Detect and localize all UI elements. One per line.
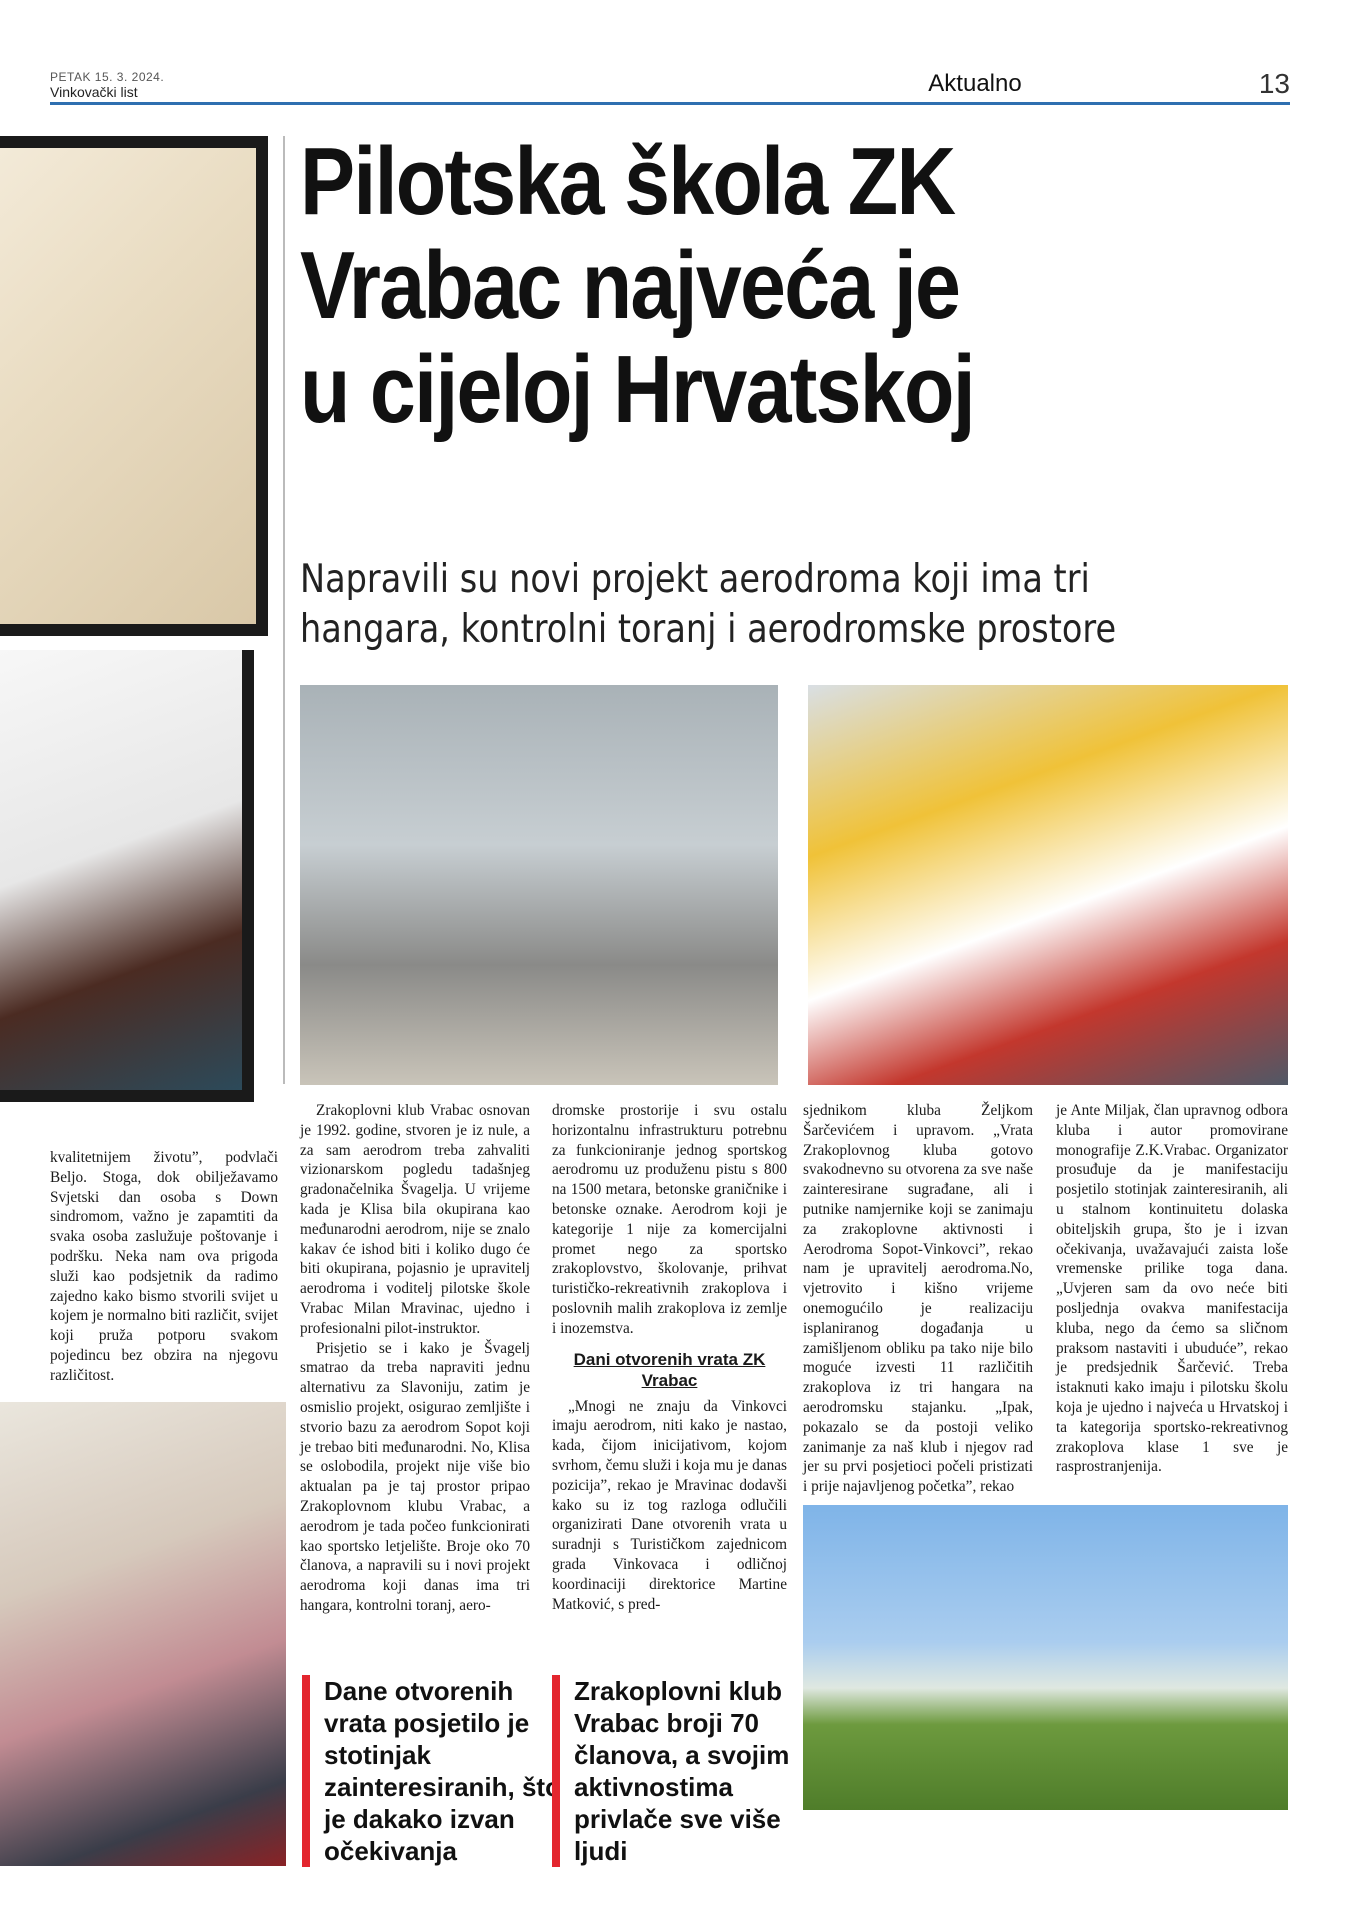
section-title: Aktualno xyxy=(928,70,1022,97)
photo-glider-tail xyxy=(808,685,1288,1085)
photo-hangar-visitors xyxy=(300,685,778,1085)
headline-line-2: Vrabac najveća je xyxy=(300,232,960,339)
page-number: 13 xyxy=(1258,68,1290,99)
subheadline-line-2: hangara, kontrolni toranj i aerodromske prostore xyxy=(300,607,1117,652)
paragraph: je Ante Miljak, član upravnog odbora kluba i autor promovirane monografije Z.K.Vrabac. Organizator prosuđuje da je manifestaciju posjetilo stotinjak zainteresiranih, ali u stalnom kontinuitetu dolaska obiteljskih grupa, što je i izvan očekivanja, uvažavajući zaista loše vremenske prilike toga dana. „Uvjeren sam da ovo neće biti posljednja ovakva manifestacija kluba, nego da ćemo sa sličnom praksom nastaviti i ubuduće”, rekao je predsjednik Šarčević. Treba istaknuti kako imaju i pilotsku školu koja je ujedno i najveća u Hrvatskoj i ta kategorija sportsko-rekreativnog zrakoplova klase 1 sve je rasprostranjenija. xyxy=(1056,1102,1288,1476)
header-rule xyxy=(50,102,1290,105)
pull-quote-visitors: Dane otvorenih vrata posjetilo je stotinjak zainteresiranih, što je dakako izvan očekivanja xyxy=(302,1675,562,1867)
paragraph: Prisjetio se i kako je Švagelj smatrao da treba napraviti jednu alternativu za Slavoniju, zatim je osmislio projekt, osigurao zemljište i stvorio bazu za aerodrom Sopot koji je trebao biti međunarodni. No, Klisa se oslobodila, projekt nije više bio aktualan pa je taj prostor pripao Zrakoplovnom klubu Vrabac, a aerodrom je tada počeo funkcionirati kao sportsko letjelište. Broje oko 70 članova, a napravili su i novi projekt aerodroma koji danas ima tri hangara, kontrolni toranj, aero- xyxy=(300,1339,530,1614)
headline xyxy=(300,130,1151,442)
subheadline-line-1: Napravili su novi projekt aerodroma koji ima tri xyxy=(300,557,1090,602)
paragraph: dromske prostorije i svu ostalu horizontalnu infrastrukturu potrebnu za funkcioniranje jednog sportskog aerodromu uz produženu pistu s 800 na 1500 metara, betonske graničnike i betonske oznake. Aerodrom koji je kategorije 1 nije za komercijalni promet nego za sportsko zrakoplovstvo, školovanje, prihvat turističko-rekreativnih zrakoplova i poslovnih malih zrakoplova iz zemlje i inozemstva. xyxy=(552,1102,787,1337)
issue-date: PETAK 15. 3. 2024. xyxy=(50,70,165,84)
article-column-3 xyxy=(803,1101,1033,1497)
subheadline xyxy=(300,555,1151,655)
article-column-2 xyxy=(552,1101,787,1614)
photo-girl-whiteboard xyxy=(0,650,254,1102)
paragraph: Zrakoplovni klub Vrabac osnovan je 1992. godine, stvoren je iz nule, a za sam aerodrom treba zahvaliti vizionarskom pogledu tadašnjeg gradonačelnika Švagelja. U vrijeme kada je Klisa bila okupirana kao međunarodni aerodrom, nije se znalo kakav će ishod biti i koliko dugo će biti okupirana, pojasnio je upravitelj aerodroma i voditelj pilotske škole Vrabac Milan Mravinac, ujedno i profesionalni pilot-instruktor. xyxy=(300,1102,530,1337)
previous-article-ending xyxy=(50,1148,278,1386)
headline-line-3: u cijeloj Hrvatskoj xyxy=(300,336,974,443)
headline-line-1: Pilotska škola ZK xyxy=(300,128,955,235)
paragraph: „Mnogi ne znaju da Vinkovci imaju aerodrom, niti kako je nastao, kada, čijom inicijativom, kojom svrhom, čemu služi i koja mu je danas pozicija”, rekao je Mravinac dodavši kako su iz tog razloga odlučili organizirati Dane otvorenih vrata u suradnji s Turističkom zajednicom grada Vinkovaca i odličnoj koordinaciji direktorice Martine Matković, s pred- xyxy=(552,1397,787,1613)
pull-quote-members: Zrakoplovni klub Vrabac broji 70 članova, a svojim aktivnostima privlače sve više ljudi xyxy=(552,1675,812,1867)
section-subtitle: Dani otvorenih vrata ZK Vrabac xyxy=(573,1349,766,1390)
photo-drawing-hands xyxy=(0,136,268,636)
article-column-1 xyxy=(300,1101,530,1616)
newspaper-name: Vinkovački list xyxy=(50,84,138,100)
previous-article-text: kvalitetnijem životu”, podvlači Beljo. Stoga, dok obilježavamo Svjetski dan osoba s Down sindromom, važno je zapamtiti da svaka osoba zaslužuje poštovanje i podršku. Neka nam ova prigoda služi kao podsjetnik da radimo zajedno kako bismo stvorili svijet u kojem je normalno biti različit, svijet koji pruža potporu svakom pojedincu bez obzira na njegovu različitost. xyxy=(50,1149,278,1384)
photo-airfield-tower xyxy=(803,1505,1288,1810)
paragraph: sjednikom kluba Željkom Šarčevićem i upravom. „Vrata Zrakoplovnog kluba gotovo svakodnevno su otvorena za sve naše zainteresirane sugrađane, ali i putnike namjernike koji se zanimaju za zrakoplovne aktivnosti i Aerodroma Sopot-Vinkovci”, rekao nam je upravitelj aerodroma.No, vjetrovito i kišno vrijeme onemogućilo je realizaciju isplaniranog događanja u zamišljenom obliku pa tako nije bilo moguće izvesti 11 različitih zrakoplova iz tri hangara na aerodromsku stajanku. „Ipak, pokazalo se da postoji veliko zanimanje za naš klub i njegov rad jer su prvi posjetioci počeli pristizati i prije najavljenog početka”, rekao xyxy=(803,1102,1033,1496)
photo-classroom xyxy=(0,1402,286,1866)
column-divider xyxy=(283,136,285,1084)
article-column-4 xyxy=(1056,1101,1288,1477)
